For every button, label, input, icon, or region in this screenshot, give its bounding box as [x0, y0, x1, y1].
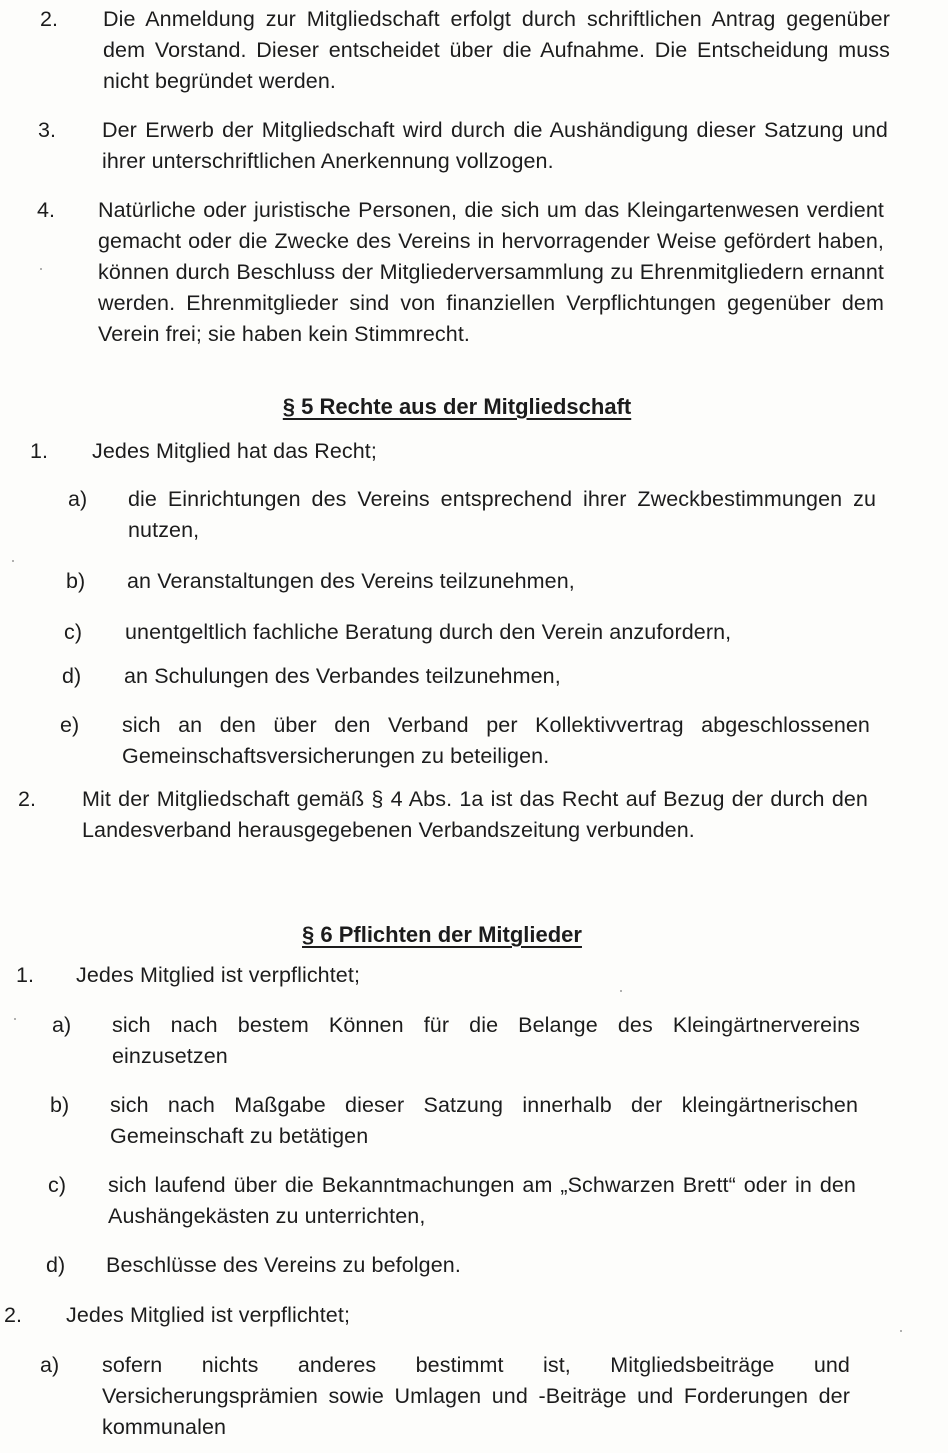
item-text: sich laufend über die Bekanntmachungen am „Schwarzen Brett“ oder in den Aushängekästen zu unterrichten,	[108, 1173, 856, 1228]
item-label: e)	[60, 713, 80, 737]
item-text: Der Erwerb der Mitgliedschaft wird durch die Aushändigung dieser Satzung und ihrer unterschriftlichen Anerkennung vollzogen.	[102, 118, 888, 173]
scan-speck	[14, 1018, 16, 1020]
item-number: 2.	[40, 7, 59, 31]
item-text: an Schulungen des Verbandes teilzunehmen,	[124, 664, 561, 688]
item-text: Beschlüsse des Vereins zu befolgen.	[106, 1253, 461, 1277]
item-text: an Veranstaltungen des Vereins teilzunehmen,	[127, 569, 575, 593]
item-text: Die Anmeldung zur Mitgliedschaft erfolgt durch schriftlichen Antrag gegenüber dem Vorstand. Dieser entscheidet über die Aufnahme. Die Entscheidung muss nicht begründet werden.	[103, 7, 890, 93]
item-label: c)	[48, 1173, 67, 1197]
scan-speck	[620, 990, 622, 992]
item-number: 1.	[30, 439, 49, 463]
item-text: Jedes Mitglied ist verpflichtet;	[66, 1303, 351, 1327]
item-text: die Einrichtungen des Vereins entsprechend ihrer Zweckbestimmungen zu nutzen,	[128, 487, 876, 542]
item-text: sich nach Maßgabe dieser Satzung innerhalb der kleingärtnerischen Gemeinschaft zu betätigen	[110, 1093, 858, 1148]
item-label: b)	[50, 1093, 70, 1117]
section-5-heading: § 5 Rechte aus der Mitgliedschaft	[282, 394, 632, 419]
item-text: sich nach bestem Können für die Belange des Kleingärtnervereins einzusetzen	[112, 1013, 860, 1068]
item-label: a)	[52, 1013, 72, 1037]
item-text: Jedes Mitglied hat das Recht;	[92, 439, 377, 463]
item-number: 2.	[4, 1303, 23, 1327]
item-number: 1.	[16, 963, 35, 987]
scan-speck	[40, 268, 42, 270]
item-text: unentgeltlich fachliche Beratung durch den Verein anzufordern,	[125, 620, 732, 644]
item-number: 4.	[37, 198, 56, 222]
scan-speck	[12, 560, 14, 562]
section-6-heading: § 6 Pflichten der Mitglieder	[302, 922, 582, 947]
item-text: Natürliche oder juristische Personen, die sich um das Kleingartenwesen verdient gemacht oder die Zwecke des Vereins in hervorragender Weise gefördert haben, können durch Beschluss der Mitgliederversammlung zu Ehrenmitgliedern ernannt werden. Ehrenmitglieder sind von finanziellen Verpflichtungen gegenüber dem Verein frei; sie haben kein Stimmrecht.	[98, 198, 884, 346]
scan-speck	[900, 1330, 902, 1332]
item-label: d)	[62, 664, 82, 688]
item-text: sich an den über den Verband per Kollektivvertrag abgeschlossenen Gemeinschaftsversicherungen zu beteiligen.	[122, 713, 870, 768]
item-label: d)	[46, 1253, 66, 1277]
item-text: sofern nichts anderes bestimmt ist, Mitgliedsbeiträge und Versicherungsprämien sowie Umlagen und -Beiträge und Forderungen der kommunalen	[102, 1353, 850, 1439]
item-number: 2.	[18, 787, 37, 811]
item-label: b)	[66, 569, 86, 593]
item-number: 3.	[38, 118, 57, 142]
item-text: Mit der Mitgliedschaft gemäß § 4 Abs. 1a ist das Recht auf Bezug der durch den Landesverband herausgegebenen Verbandszeitung verbunden.	[82, 787, 868, 842]
item-text: Jedes Mitglied ist verpflichtet;	[76, 963, 361, 987]
item-label: a)	[40, 1353, 60, 1377]
item-label: a)	[68, 487, 88, 511]
item-label: c)	[64, 620, 83, 644]
